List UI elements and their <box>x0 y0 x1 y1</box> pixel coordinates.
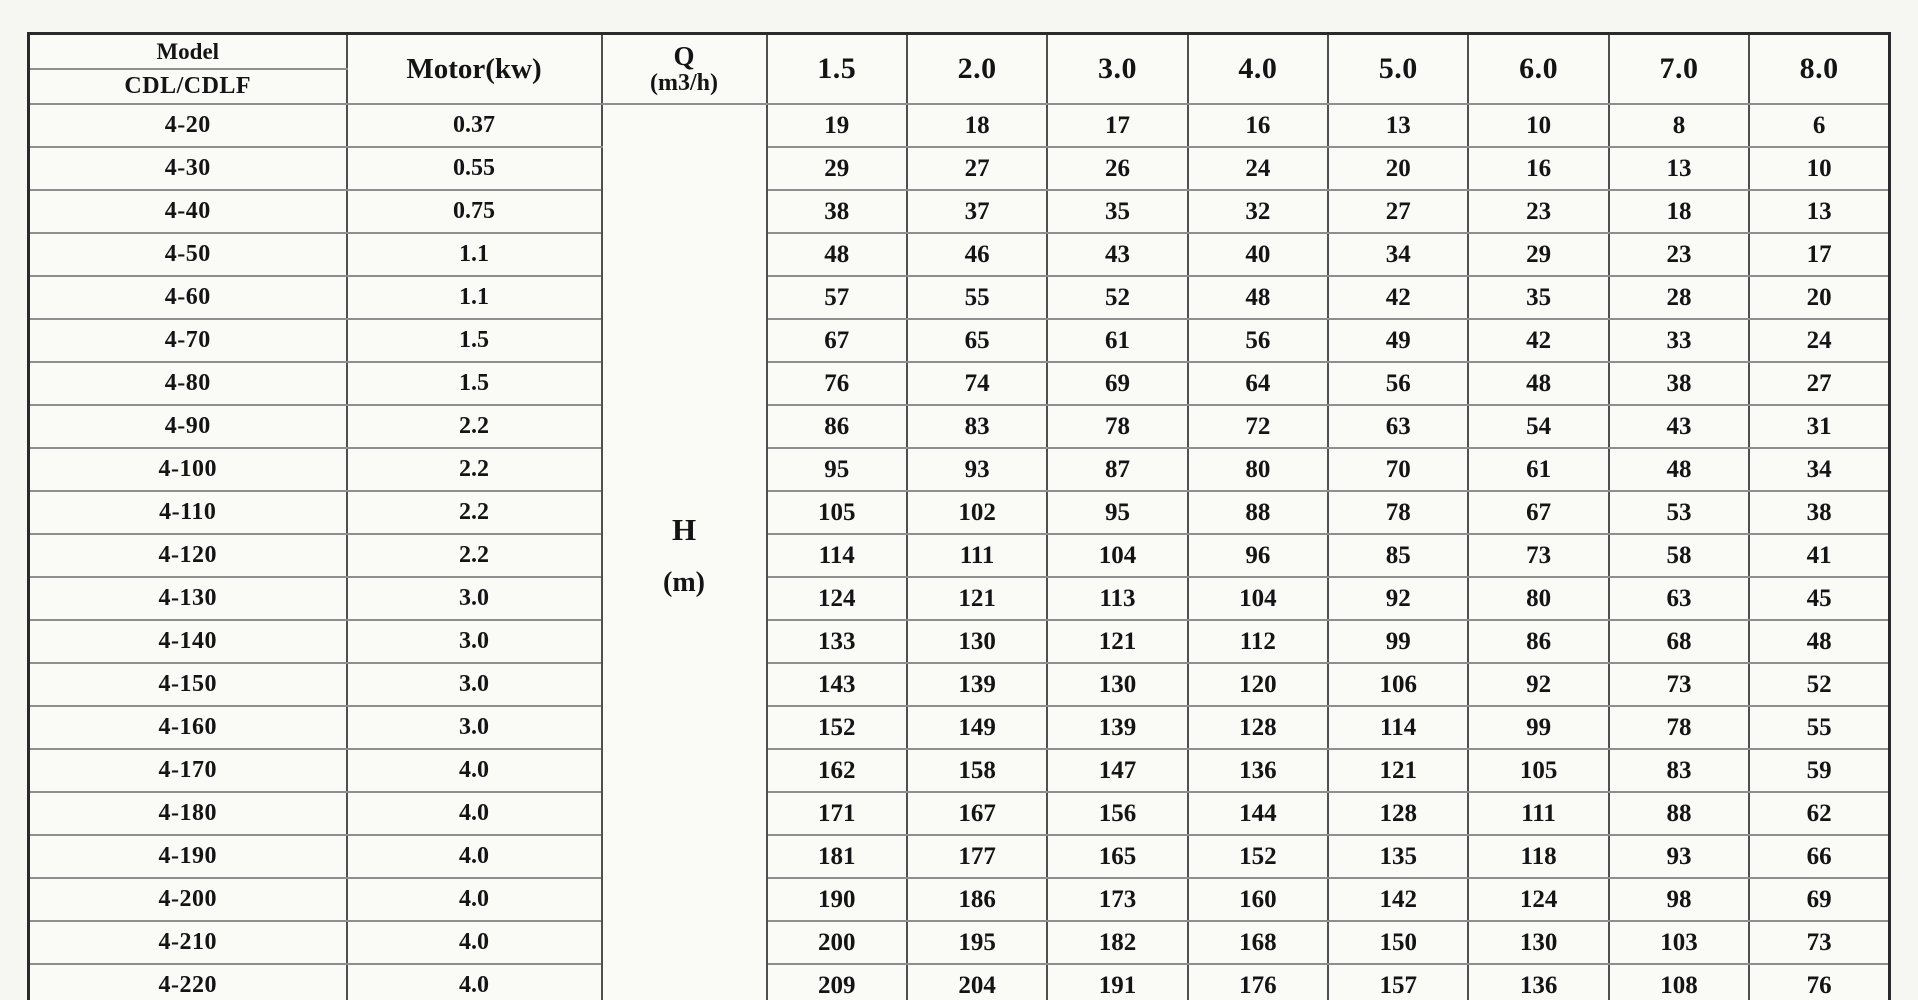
head-value-cell: 35 <box>1047 190 1187 233</box>
head-value-cell: 73 <box>1468 534 1608 577</box>
head-value-cell: 6 <box>1749 104 1889 147</box>
head-value-cell: 99 <box>1328 620 1468 663</box>
head-value-cell: 42 <box>1328 276 1468 319</box>
head-value-cell: 34 <box>1749 448 1889 491</box>
motor-cell: 2.2 <box>347 534 602 577</box>
head-value-cell: 13 <box>1609 147 1749 190</box>
head-value-cell: 121 <box>1047 620 1187 663</box>
motor-cell: 4.0 <box>347 835 602 878</box>
table-row <box>29 319 1890 362</box>
head-value-cell: 78 <box>1047 405 1187 448</box>
head-value-cell: 29 <box>767 147 907 190</box>
head-value-cell: 102 <box>907 491 1047 534</box>
head-value-cell: 52 <box>1047 276 1187 319</box>
head-value-cell: 130 <box>1047 663 1187 706</box>
head-value-cell: 35 <box>1468 276 1608 319</box>
table-row <box>29 964 1890 1000</box>
table-row <box>29 792 1890 835</box>
head-value-cell: 32 <box>1188 190 1328 233</box>
head-value-cell: 105 <box>767 491 907 534</box>
head-value-cell: 150 <box>1328 921 1468 964</box>
head-value-cell: 209 <box>767 964 907 1000</box>
head-value-cell: 98 <box>1609 878 1749 921</box>
head-value-cell: 86 <box>1468 620 1608 663</box>
table-row <box>29 190 1890 233</box>
motor-cell: 4.0 <box>347 749 602 792</box>
pump-spec-table <box>27 32 1891 1000</box>
head-value-cell: 139 <box>1047 706 1187 749</box>
head-symbol: H <box>671 512 697 547</box>
head-value-cell: 48 <box>767 233 907 276</box>
head-value-cell: 108 <box>1609 964 1749 1000</box>
head-value-cell: 74 <box>907 362 1047 405</box>
head-value-cell: 149 <box>907 706 1047 749</box>
head-value-cell: 17 <box>1047 104 1187 147</box>
head-value-cell: 92 <box>1328 577 1468 620</box>
head-value-cell: 105 <box>1468 749 1608 792</box>
head-value-cell: 54 <box>1468 405 1608 448</box>
head-value-cell: 113 <box>1047 577 1187 620</box>
motor-cell: 1.1 <box>347 276 602 319</box>
head-value-cell: 20 <box>1749 276 1889 319</box>
head-value-cell: 162 <box>767 749 907 792</box>
head-value-cell: 13 <box>1749 190 1889 233</box>
head-value-cell: 160 <box>1188 878 1328 921</box>
head-value-cell: 114 <box>767 534 907 577</box>
motor-cell: 0.75 <box>347 190 602 233</box>
head-value-cell: 63 <box>1609 577 1749 620</box>
head-value-cell: 69 <box>1047 362 1187 405</box>
head-value-cell: 57 <box>767 276 907 319</box>
head-value-cell: 70 <box>1328 448 1468 491</box>
head-value-cell: 61 <box>1047 319 1187 362</box>
head-value-cell: 133 <box>767 620 907 663</box>
table-row <box>29 706 1890 749</box>
head-value-cell: 76 <box>767 362 907 405</box>
head-unit-merged-cell <box>602 104 767 1000</box>
table-row <box>29 921 1890 964</box>
head-value-cell: 24 <box>1188 147 1328 190</box>
head-value-cell: 130 <box>1468 921 1608 964</box>
model-cell: 4-120 <box>29 534 347 577</box>
head-value-cell: 59 <box>1749 749 1889 792</box>
head-value-cell: 104 <box>1188 577 1328 620</box>
head-value-cell: 68 <box>1609 620 1749 663</box>
motor-cell: 4.0 <box>347 792 602 835</box>
head-value-cell: 61 <box>1468 448 1608 491</box>
model-cell: 4-60 <box>29 276 347 319</box>
head-value-cell: 43 <box>1609 405 1749 448</box>
motor-cell: 4.0 <box>347 921 602 964</box>
head-value-cell: 40 <box>1188 233 1328 276</box>
head-value-cell: 130 <box>907 620 1047 663</box>
head-value-cell: 200 <box>767 921 907 964</box>
motor-cell: 1.1 <box>347 233 602 276</box>
head-value-cell: 173 <box>1047 878 1187 921</box>
header-model: Model <box>29 34 347 70</box>
motor-cell: 3.0 <box>347 663 602 706</box>
flow-column-header: 1.5 <box>767 34 907 105</box>
head-value-cell: 121 <box>907 577 1047 620</box>
model-cell: 4-200 <box>29 878 347 921</box>
flow-column-header: 4.0 <box>1188 34 1328 105</box>
table-row <box>29 620 1890 663</box>
motor-cell: 3.0 <box>347 577 602 620</box>
head-value-cell: 106 <box>1328 663 1468 706</box>
head-value-cell: 124 <box>1468 878 1608 921</box>
head-value-cell: 29 <box>1468 233 1608 276</box>
flow-column-header: 5.0 <box>1328 34 1468 105</box>
head-value-cell: 168 <box>1188 921 1328 964</box>
head-value-cell: 204 <box>907 964 1047 1000</box>
model-cell: 4-90 <box>29 405 347 448</box>
head-value-cell: 38 <box>1749 491 1889 534</box>
head-value-cell: 87 <box>1047 448 1187 491</box>
table-row <box>29 749 1890 792</box>
head-value-cell: 143 <box>767 663 907 706</box>
head-value-cell: 95 <box>1047 491 1187 534</box>
head-value-cell: 37 <box>907 190 1047 233</box>
head-value-cell: 62 <box>1749 792 1889 835</box>
head-value-cell: 31 <box>1749 405 1889 448</box>
head-value-cell: 65 <box>907 319 1047 362</box>
head-value-cell: 83 <box>1609 749 1749 792</box>
motor-cell: 3.0 <box>347 620 602 663</box>
head-value-cell: 144 <box>1188 792 1328 835</box>
head-value-cell: 80 <box>1188 448 1328 491</box>
head-value-cell: 17 <box>1749 233 1889 276</box>
head-value-cell: 20 <box>1328 147 1468 190</box>
head-value-cell: 38 <box>1609 362 1749 405</box>
head-value-cell: 182 <box>1047 921 1187 964</box>
head-value-cell: 152 <box>767 706 907 749</box>
head-value-cell: 142 <box>1328 878 1468 921</box>
head-value-cell: 99 <box>1468 706 1608 749</box>
head-value-cell: 18 <box>907 104 1047 147</box>
flow-column-header: 7.0 <box>1609 34 1749 105</box>
head-value-cell: 111 <box>1468 792 1608 835</box>
header-flow <box>602 34 767 105</box>
head-value-cell: 27 <box>1749 362 1889 405</box>
head-value-cell: 171 <box>767 792 907 835</box>
table-row <box>29 835 1890 878</box>
head-value-cell: 56 <box>1188 319 1328 362</box>
head-value-cell: 33 <box>1609 319 1749 362</box>
model-cell: 4-110 <box>29 491 347 534</box>
motor-cell: 0.55 <box>347 147 602 190</box>
table-row <box>29 405 1890 448</box>
header-motor: Motor(kw) <box>347 34 602 105</box>
head-value-cell: 18 <box>1609 190 1749 233</box>
head-value-cell: 191 <box>1047 964 1187 1000</box>
head-value-cell: 85 <box>1328 534 1468 577</box>
spec-table-header <box>29 34 1890 105</box>
head-value-cell: 95 <box>767 448 907 491</box>
head-value-cell: 136 <box>1468 964 1608 1000</box>
head-value-cell: 27 <box>1328 190 1468 233</box>
head-value-cell: 69 <box>1749 878 1889 921</box>
head-value-cell: 55 <box>1749 706 1889 749</box>
flow-symbol: Q <box>673 41 695 71</box>
head-value-cell: 10 <box>1468 104 1608 147</box>
motor-cell: 1.5 <box>347 319 602 362</box>
head-value-cell: 120 <box>1188 663 1328 706</box>
table-row <box>29 577 1890 620</box>
table-row <box>29 491 1890 534</box>
head-value-cell: 24 <box>1749 319 1889 362</box>
head-value-cell: 23 <box>1468 190 1608 233</box>
model-cell: 4-210 <box>29 921 347 964</box>
head-value-cell: 156 <box>1047 792 1187 835</box>
head-value-cell: 186 <box>907 878 1047 921</box>
head-value-cell: 48 <box>1468 362 1608 405</box>
model-cell: 4-20 <box>29 104 347 147</box>
head-value-cell: 58 <box>1609 534 1749 577</box>
head-value-cell: 48 <box>1188 276 1328 319</box>
head-value-cell: 23 <box>1609 233 1749 276</box>
head-value-cell: 49 <box>1328 319 1468 362</box>
head-value-cell: 66 <box>1749 835 1889 878</box>
head-value-cell: 38 <box>767 190 907 233</box>
head-value-cell: 45 <box>1749 577 1889 620</box>
motor-cell: 2.2 <box>347 405 602 448</box>
motor-cell: 4.0 <box>347 964 602 1000</box>
head-value-cell: 80 <box>1468 577 1608 620</box>
head-value-cell: 167 <box>907 792 1047 835</box>
model-cell: 4-220 <box>29 964 347 1000</box>
head-value-cell: 86 <box>767 405 907 448</box>
head-value-cell: 139 <box>907 663 1047 706</box>
head-value-cell: 93 <box>1609 835 1749 878</box>
head-value-cell: 43 <box>1047 233 1187 276</box>
table-row <box>29 534 1890 577</box>
spec-table-body <box>29 104 1890 1000</box>
head-value-cell: 10 <box>1749 147 1889 190</box>
head-value-cell: 27 <box>907 147 1047 190</box>
head-value-cell: 190 <box>767 878 907 921</box>
head-value-cell: 28 <box>1609 276 1749 319</box>
head-value-cell: 56 <box>1328 362 1468 405</box>
head-value-cell: 63 <box>1328 405 1468 448</box>
head-value-cell: 176 <box>1188 964 1328 1000</box>
head-value-cell: 104 <box>1047 534 1187 577</box>
table-row <box>29 878 1890 921</box>
table-row <box>29 663 1890 706</box>
head-value-cell: 152 <box>1188 835 1328 878</box>
head-value-cell: 128 <box>1188 706 1328 749</box>
head-value-cell: 114 <box>1328 706 1468 749</box>
model-cell: 4-170 <box>29 749 347 792</box>
head-value-cell: 48 <box>1749 620 1889 663</box>
head-value-cell: 128 <box>1328 792 1468 835</box>
table-row <box>29 362 1890 405</box>
head-value-cell: 165 <box>1047 835 1187 878</box>
head-value-cell: 78 <box>1328 491 1468 534</box>
head-value-cell: 118 <box>1468 835 1608 878</box>
head-value-cell: 124 <box>767 577 907 620</box>
head-value-cell: 96 <box>1188 534 1328 577</box>
motor-cell: 2.2 <box>347 491 602 534</box>
head-value-cell: 16 <box>1188 104 1328 147</box>
head-value-cell: 64 <box>1188 362 1328 405</box>
head-value-cell: 48 <box>1609 448 1749 491</box>
head-value-cell: 46 <box>907 233 1047 276</box>
head-unit-label <box>603 514 766 597</box>
model-cell: 4-40 <box>29 190 347 233</box>
head-value-cell: 111 <box>907 534 1047 577</box>
table-row <box>29 147 1890 190</box>
motor-cell: 3.0 <box>347 706 602 749</box>
head-value-cell: 78 <box>1609 706 1749 749</box>
flow-column-header: 3.0 <box>1047 34 1187 105</box>
head-value-cell: 41 <box>1749 534 1889 577</box>
head-value-cell: 88 <box>1188 491 1328 534</box>
flow-column-header: 2.0 <box>907 34 1047 105</box>
head-value-cell: 83 <box>907 405 1047 448</box>
head-value-cell: 67 <box>767 319 907 362</box>
model-cell: 4-50 <box>29 233 347 276</box>
model-cell: 4-30 <box>29 147 347 190</box>
model-cell: 4-190 <box>29 835 347 878</box>
model-cell: 4-130 <box>29 577 347 620</box>
header-model-series: CDL/CDLF <box>29 69 347 104</box>
motor-cell: 4.0 <box>347 878 602 921</box>
table-row <box>29 104 1890 147</box>
head-value-cell: 177 <box>907 835 1047 878</box>
head-value-cell: 53 <box>1609 491 1749 534</box>
motor-cell: 0.37 <box>347 104 602 147</box>
header-row-top <box>29 34 1890 70</box>
model-cell: 4-100 <box>29 448 347 491</box>
motor-cell: 2.2 <box>347 448 602 491</box>
model-cell: 4-70 <box>29 319 347 362</box>
table-row <box>29 276 1890 319</box>
head-value-cell: 72 <box>1188 405 1328 448</box>
head-value-cell: 73 <box>1609 663 1749 706</box>
head-value-cell: 26 <box>1047 147 1187 190</box>
head-value-cell: 181 <box>767 835 907 878</box>
table-row <box>29 448 1890 491</box>
head-value-cell: 93 <box>907 448 1047 491</box>
motor-cell: 1.5 <box>347 362 602 405</box>
head-value-cell: 34 <box>1328 233 1468 276</box>
head-value-cell: 135 <box>1328 835 1468 878</box>
head-value-cell: 103 <box>1609 921 1749 964</box>
head-value-cell: 195 <box>907 921 1047 964</box>
head-value-cell: 73 <box>1749 921 1889 964</box>
head-value-cell: 19 <box>767 104 907 147</box>
head-value-cell: 42 <box>1468 319 1608 362</box>
flow-unit: (m3/h) <box>650 69 718 96</box>
head-value-cell: 147 <box>1047 749 1187 792</box>
head-value-cell: 55 <box>907 276 1047 319</box>
model-cell: 4-180 <box>29 792 347 835</box>
head-unit: (m) <box>663 567 705 598</box>
head-value-cell: 121 <box>1328 749 1468 792</box>
table-row <box>29 233 1890 276</box>
head-value-cell: 157 <box>1328 964 1468 1000</box>
head-value-cell: 136 <box>1188 749 1328 792</box>
model-cell: 4-80 <box>29 362 347 405</box>
model-cell: 4-160 <box>29 706 347 749</box>
head-value-cell: 158 <box>907 749 1047 792</box>
head-value-cell: 76 <box>1749 964 1889 1000</box>
model-cell: 4-140 <box>29 620 347 663</box>
head-value-cell: 16 <box>1468 147 1608 190</box>
head-value-cell: 88 <box>1609 792 1749 835</box>
flow-column-header: 6.0 <box>1468 34 1608 105</box>
head-value-cell: 112 <box>1188 620 1328 663</box>
head-value-cell: 13 <box>1328 104 1468 147</box>
model-cell: 4-150 <box>29 663 347 706</box>
flow-column-header: 8.0 <box>1749 34 1889 105</box>
head-value-cell: 92 <box>1468 663 1608 706</box>
head-value-cell: 8 <box>1609 104 1749 147</box>
head-value-cell: 67 <box>1468 491 1608 534</box>
head-value-cell: 52 <box>1749 663 1889 706</box>
